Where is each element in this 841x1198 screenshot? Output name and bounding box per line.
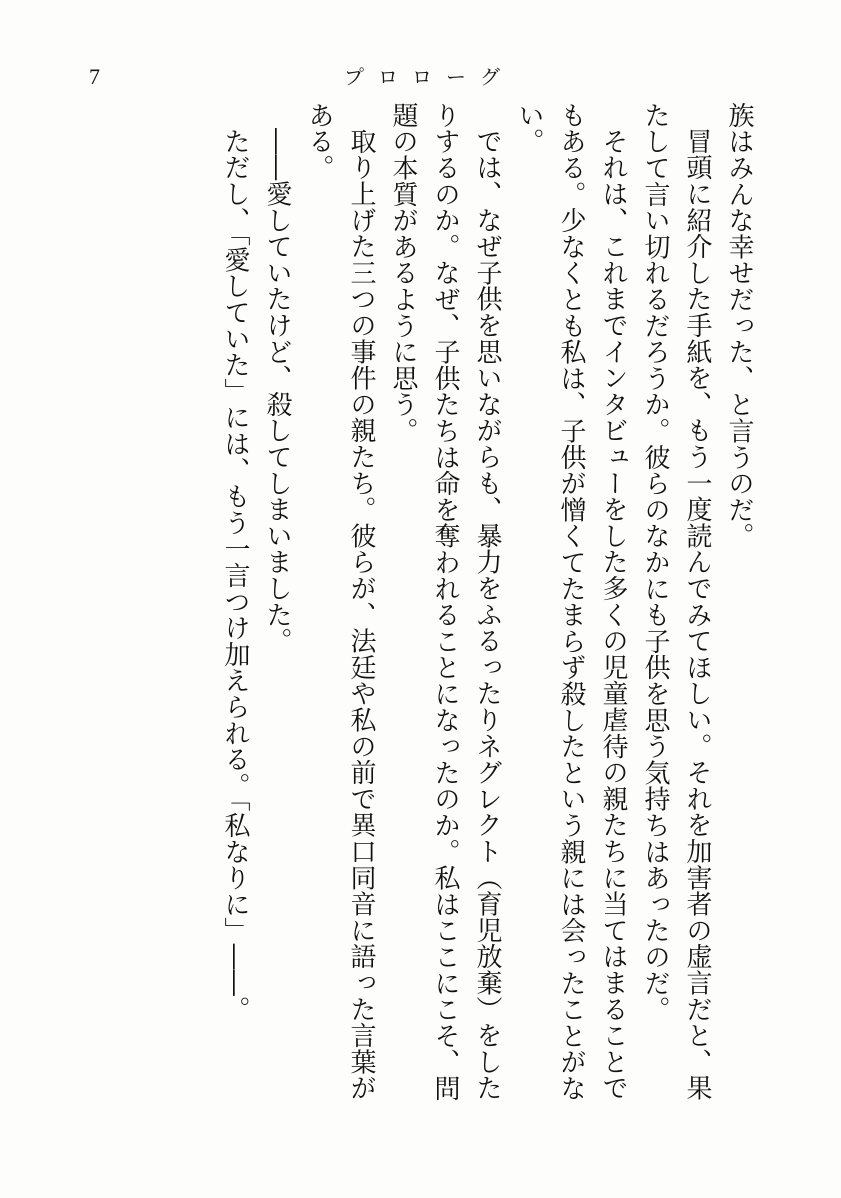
text-line: ただし、「愛していた」には、もう一言つけ加えられる。「私なりに」――。 — [220, 128, 250, 1023]
paragraph — [298, 102, 382, 1102]
text-line: ――愛していたけど、殺してしまいました。 — [262, 128, 292, 654]
body-text — [214, 102, 760, 1102]
running-head: プロローグ — [344, 65, 514, 89]
text-line: 題の本質があるように思う。 — [388, 102, 418, 444]
text-line: ある。 — [304, 102, 334, 181]
text-line: たして言い切れるだろうか。彼らのなかにも子供を思う気持ちはあったのだ。 — [640, 102, 670, 1023]
text-line: 族はみんな幸せだった、と言うのだ。 — [724, 102, 754, 550]
text-line: りするのか。なぜ、子供たちは命を奪われることになったのか。私はここにこそ、問 — [430, 102, 460, 1102]
text-line: 取り上げた三つの事件の親たち。彼らが、法廷や私の前で異口同音に語った言葉が — [346, 128, 376, 1102]
paragraph — [214, 102, 256, 1102]
text-line: では、なぜ子供を思いながらも、暴力をふるったりネグレクト（育児放棄）をした — [472, 128, 502, 1102]
page-number: 7 — [89, 64, 100, 89]
paragraph — [634, 102, 718, 1102]
paragraph — [382, 102, 508, 1102]
quoted-paragraph — [256, 102, 298, 1102]
paragraph — [508, 102, 634, 1102]
text-line: もある。少なくとも私は、子供が憎くてたまらず殺したという親には会ったことがな — [556, 102, 586, 1102]
text-line: い。 — [514, 102, 544, 155]
paragraph-continued — [718, 102, 760, 1102]
text-line: 冒頭に紹介した手紙を、もう一度読んでみてほしい。それを加害者の虚言だと、果 — [682, 128, 712, 1102]
text-line: それは、これまでインタビューをした多くの児童虐待の親たちに当てはまることで — [598, 128, 628, 1102]
